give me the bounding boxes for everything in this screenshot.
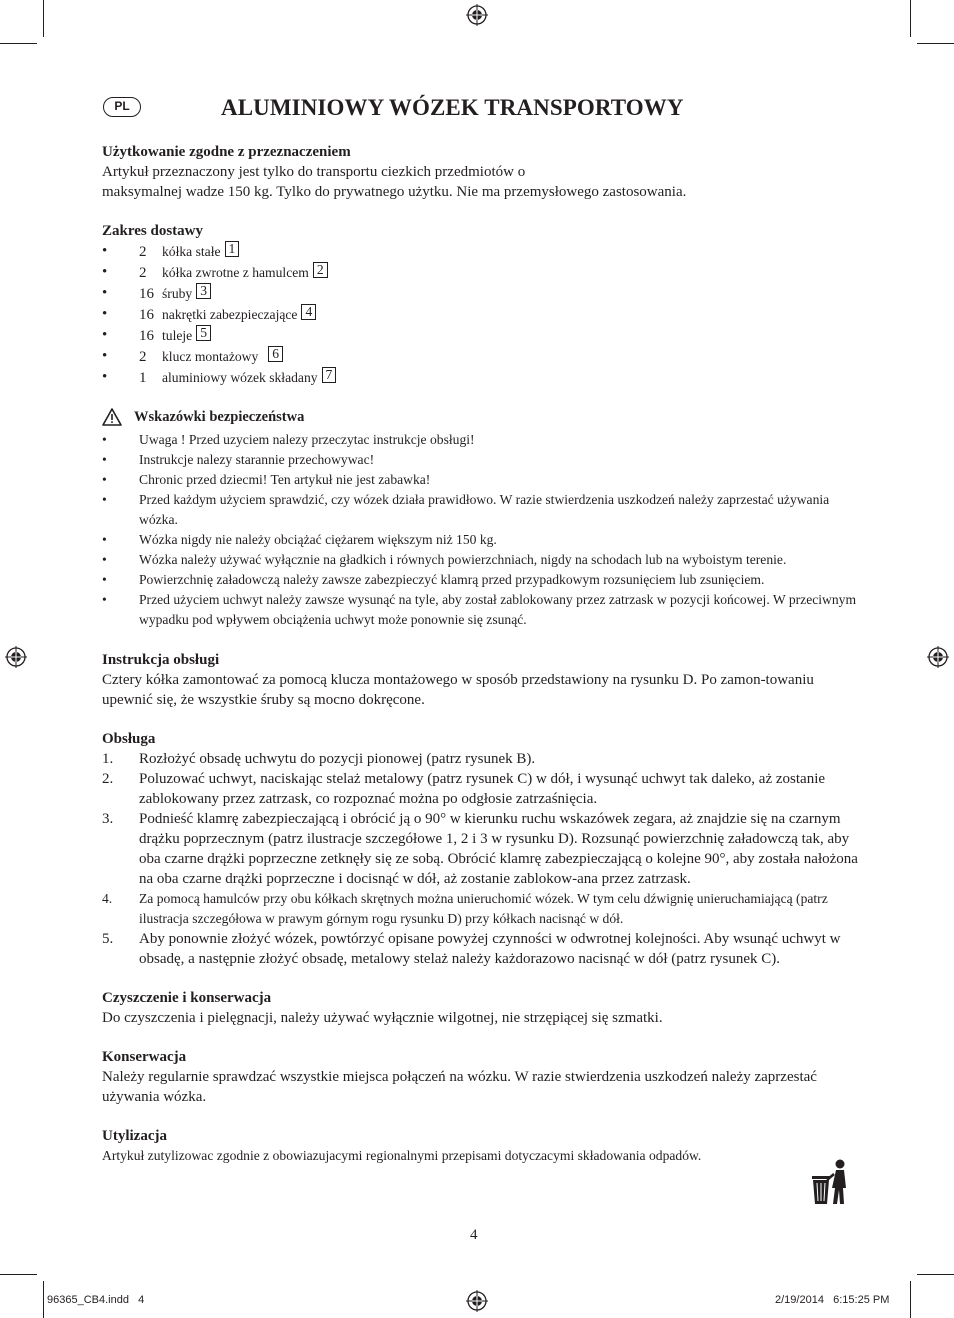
step-number: 4. [102,891,113,906]
section-heading: Utylizacja [102,1128,167,1144]
part-reference: 2 [313,262,328,278]
section-heading: Obsługa [102,731,156,747]
crop-mark [43,0,44,37]
maintenance-section [102,1047,862,1107]
item-label: śruby [162,286,193,301]
list-item [102,262,862,283]
part-reference: 7 [322,367,337,383]
item-label: nakrętki zabezpieczające [162,307,298,322]
page-title: ALUMINIOWY WÓZEK TRANSPORTOWY [221,95,684,120]
list-item [102,929,862,969]
list-item [102,325,862,346]
language-badge: PL [103,97,141,117]
section-heading: Instrukcja obsługi [102,652,220,668]
list-item [102,889,862,929]
trash-bin-person-icon [810,1158,850,1206]
registration-mark-icon [466,4,488,26]
crop-mark [917,43,954,44]
crop-mark [43,1281,44,1318]
registration-mark-icon [5,646,27,668]
paragraph: Artykuł zutylizowac zgodnie z obowiazujacymi regionalnymi przepisami dotyczacymi składowania odpadów. [102,1148,702,1163]
operation-section [102,729,862,969]
crop-mark [0,43,37,44]
footer-filename: 96365_CB4.indd 4 [47,1294,145,1306]
item-label: tuleje [162,328,193,343]
operation-steps [102,749,862,969]
item-label: aluminiowy wózek składany [162,370,318,385]
step-text: Podnieść klamrę zabezpieczającą i obrócić ją o 90° w kierunku ruchu wskazówek zegara, aż znajdzie się na czarnym drążku poprzecznym (patrz ilustracje szczegółowe 1, 2 i 3 w rysunku D). Rozsunąć powierzchnię załadowczą tak, aby oba czarne drążki poprzeczne zetknęły się ze sobą. Obrócić klamrę zabezpieczającą o kolejne 90°, aby została nałożona na oba czarne drążki poprzeczne i docisnąć w dół, aż zostanie zablokow-ana przez zatrzask. [139,811,858,887]
registration-mark-icon [466,1290,488,1312]
document-body [102,142,862,1185]
step-number: 1. [102,751,114,767]
part-reference: 4 [301,304,316,320]
list-item: • Przed każdym użyciem sprawdzić, czy wózek działa prawidłowo. W razie stwierdzenia uszkodzeń należy zaprzestać używania wózka. [102,490,862,530]
footer-timestamp: 2/19/2014 6:15:25 PM [775,1294,890,1306]
disposal-section [102,1126,802,1166]
item-quantity: 2 [139,349,147,365]
section-heading: Czyszczenie i konserwacja [102,990,272,1006]
crop-mark [910,1281,911,1318]
page-number: 4 [470,1227,478,1243]
list-item [102,749,862,769]
section-heading: Zakres dostawy [102,223,203,239]
cleaning-section [102,988,862,1028]
step-number: 2. [102,771,114,787]
list-item [102,367,862,388]
list-item: • Powierzchnię załadowczą należy zawsze zabezpieczyć klamrą przed przypadkowym rozsunięciem lub zsunięciem. [102,570,862,590]
step-number: 5. [102,931,114,947]
list-item [102,809,862,889]
list-item: • Wózka należy używać wyłącznie na gładkich i równych powierzchniach, nigdy na schodach lub na wyboistym terenie. [102,550,862,570]
paragraph: Cztery kółka zamontować za pomocą klucza montażowego w sposób przedstawiony na rysunku D. Po zamon-towaniu upewnić się, że wszystkie śruby są mocno dokręcone. [102,672,814,708]
item-label: kółka stałe [162,244,221,259]
step-text: Poluzować uchwyt, naciskając stelaż metalowy (patrz rysunek C) w dół, i wysunąć uchwyt tak daleko, aż zostanie zablokowany przez zatrzask, co rozpoznać można po odgłosie zatrzaśnięcia. [139,771,826,807]
crop-mark [0,1274,37,1275]
intended-use-section [102,142,862,202]
part-reference: 1 [225,241,240,257]
paragraph-line: maksymalnej wadze 150 kg. Tylko do prywatnego użytku. Nie ma przemysłowego zastosowania. [102,184,687,200]
scope-section [102,221,862,388]
item-quantity: 1 [139,370,147,386]
step-text: Aby ponownie złożyć wózek, powtórzyć opisane powyżej czynności w odwrotnej kolejności. Aby wsunąć uchwyt w obsadę, a następnie złożyć obsadę, metalowy stelaż należy każdorazowo nacisnąć w dół (patrz rysunek C). [139,931,841,967]
registration-mark-icon [927,646,949,668]
safety-section [102,407,862,630]
section-heading: Konserwacja [102,1049,187,1065]
paragraph-line: Artykuł przeznaczony jest tylko do transportu ciezkich przedmiotów o [102,164,526,180]
part-reference: 6 [268,346,283,362]
item-label: kółka zwrotne z hamulcem [162,265,309,280]
list-item [102,304,862,325]
list-item: • Wózka nigdy nie należy obciążać ciężarem większym niż 150 kg. [102,530,862,550]
list-item [102,769,862,809]
step-text: Za pomocą hamulców przy obu kółkach skrętnych można unieruchomić wózek. W tym celu dźwignię unieruchamiającą (patrz ilustracja szczegółowa w prawym górnym rogu rysunku D) przy kółkach nacisnąć w dół. [139,891,828,926]
item-quantity: 16 [139,307,154,323]
crop-mark [917,1274,954,1275]
item-quantity: 16 [139,328,154,344]
list-item [102,241,862,262]
section-heading: Użytkowanie zgodne z przeznaczeniem [102,144,351,160]
safety-heading-row [102,407,862,427]
item-quantity: 2 [139,265,147,281]
list-item: • Uwaga ! Przed uzyciem nalezy przeczytac instrukcje obsługi! [102,430,862,450]
scope-list [102,241,862,388]
item-quantity: 16 [139,286,154,302]
warning-triangle-icon [102,408,122,426]
list-item: • Instrukcje nalezy starannie przechowywac! [102,450,862,470]
safety-list [102,430,862,630]
instructions-section [102,650,862,710]
paragraph: Do czyszczenia i pielęgnacji, należy używać wyłącznie wilgotnej, nie strzępiącej się szmatki. [102,1010,663,1026]
item-label: klucz montażowy [162,349,259,364]
item-quantity: 2 [139,244,147,260]
list-item: • Chronic przed dziecmi! Ten artykuł nie jest zabawka! [102,470,862,490]
step-number: 3. [102,811,114,827]
list-item [102,346,862,367]
part-reference: 5 [196,325,211,341]
list-item [102,283,862,304]
crop-mark [910,0,911,37]
list-item: • Przed użyciem uchwyt należy zawsze wysunąć na tyle, aby został zablokowany przez zatrzask w pozycji końcowej. W przeciwnym wypadku pod wpływem obciążenia uchwyt może ponownie się zsunąć. [102,590,862,630]
section-heading: Wskazówki bezpieczeństwa [134,409,305,425]
part-reference: 3 [196,283,211,299]
paragraph: Należy regularnie sprawdzać wszystkie miejsca połączeń na wózku. W razie stwierdzenia uszkodzeń należy zaprzestać używania wózka. [102,1069,817,1105]
step-text: Rozłożyć obsadę uchwytu do pozycji pionowej (patrz rysunek B). [139,751,536,767]
